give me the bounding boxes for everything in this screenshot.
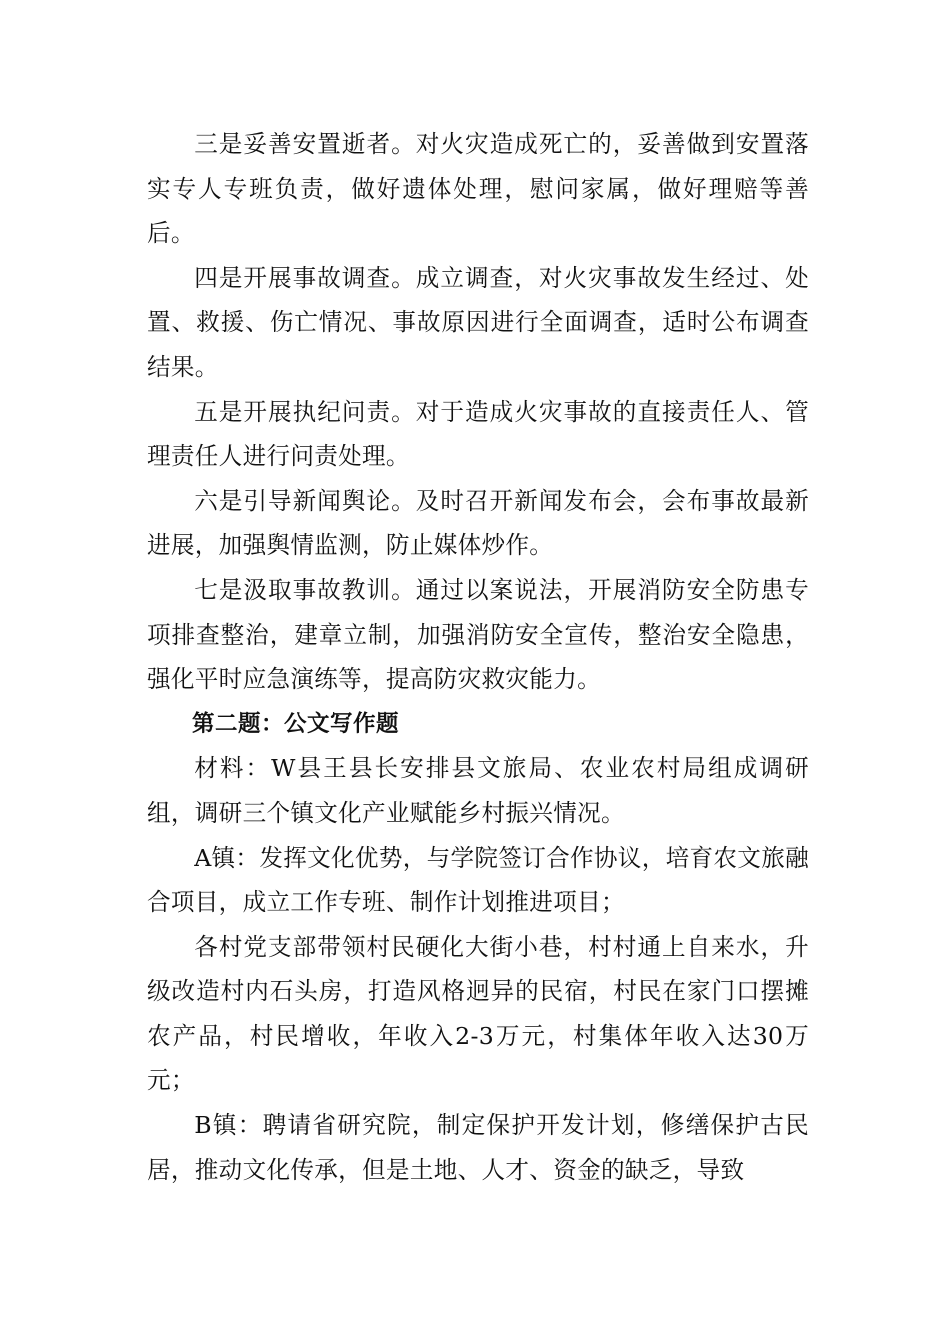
paragraph-town-b: B镇：聘请省研究院，制定保护开发计划，修缮保护古民居，推动文化传承，但是土地、人才、资金的缺乏，导致: [147, 1111, 809, 1184]
paragraph-public-opinion: 六是引导新闻舆论。及时召开新闻发布会，会布事故最新进展，加强舆情监测，防止媒体炒作。: [147, 486, 809, 560]
document-page: [147, 122, 809, 1192]
paragraph-village-branches: 各村党支部带领村民硬化大街小巷，村村通上自来水，升级改造村内石头房，打造风格迥异的民宿，村民在家门口摆摊农产品，村民增收，年收入2-3万元，村集体年收入达30万元；: [147, 932, 809, 1095]
paragraph-lessons-learned: 七是汲取事故教训。通过以案说法，开展消防安全防患专项排查整治，建章立制，加强消防安全宣传，整治安全隐患，强化平时应急演练等，提高防灾救灾能力。: [147, 575, 809, 694]
paragraph-material-intro: 材料：W县王县长安排县文旅局、农业农村局组成调研组，调研三个镇文化产业赋能乡村振兴情况。: [147, 754, 809, 827]
paragraph-accident-investigation: 四是开展事故调查。成立调查，对火灾事故发生经过、处置、救援、伤亡情况、事故原因进行全面调查，适时公布调查结果。: [147, 263, 809, 381]
paragraph-accountability: 五是开展执纪问责。对于造成火灾事故的直接责任人、管理责任人进行问责处理。: [147, 397, 809, 471]
paragraph-placement-of-deceased: 三是妥善安置逝者。对火灾造成死亡的，妥善做到安置落实专人专班负责，做好遗体处理，慰问家属，做好理赔等善后。: [147, 130, 809, 248]
paragraph-town-a: A镇：发挥文化优势，与学院签订合作协议，培育农文旅融合项目，成立工作专班、制作计划推进项目；: [147, 843, 809, 917]
section-heading: 第二题：公文写作题: [192, 710, 400, 737]
